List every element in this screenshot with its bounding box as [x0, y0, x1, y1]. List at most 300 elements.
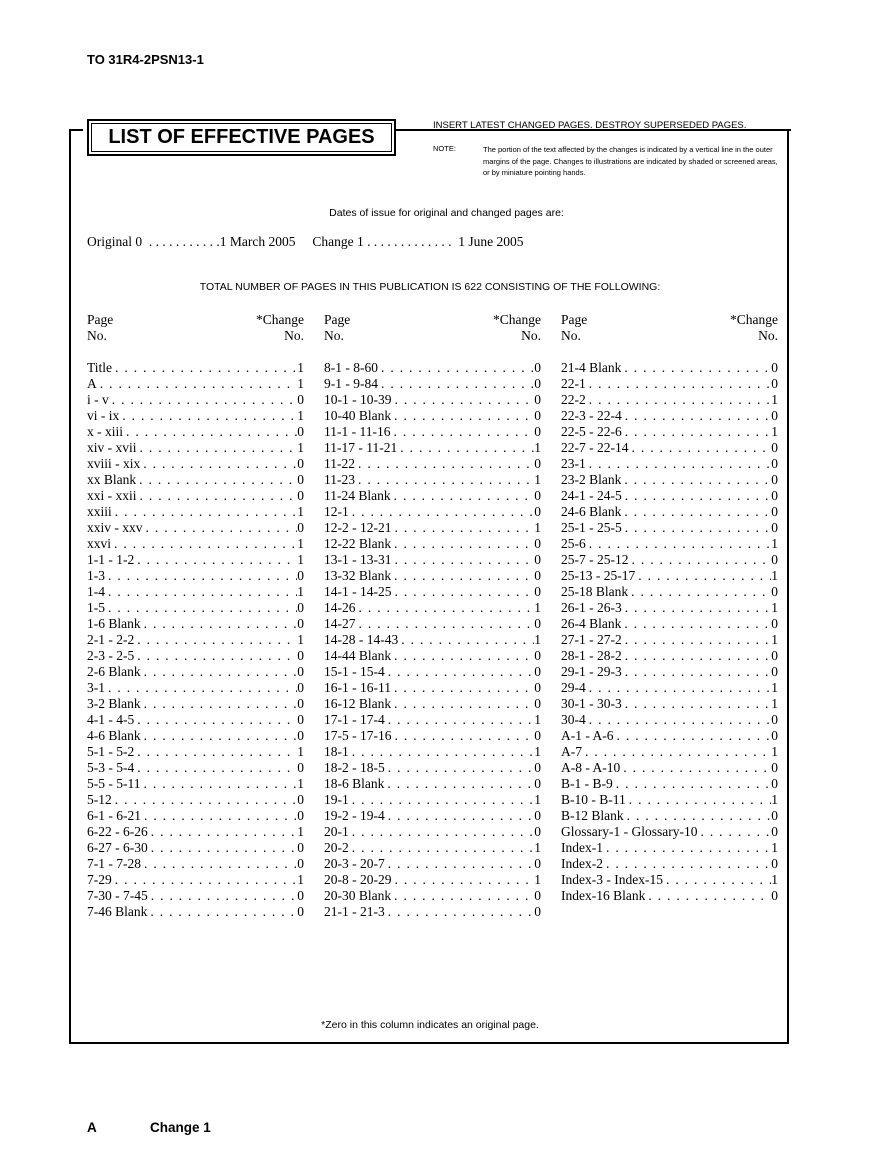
total-pages-statement: TOTAL NUMBER OF PAGES IN THIS PUBLICATION IS 622 CONSISTING OF THE FOLLOWING: — [199, 281, 661, 293]
change-number: 1 — [534, 840, 541, 855]
dot-leader — [359, 616, 535, 632]
dot-leader — [394, 888, 534, 904]
list-item — [561, 568, 778, 584]
change-number: 0 — [534, 424, 541, 439]
page-number: 11-22 — [324, 456, 355, 471]
frame-top-rule-left — [69, 129, 83, 131]
list-item — [324, 568, 541, 584]
change-number: 0 — [297, 904, 304, 919]
footer-change-number: Change 1 — [150, 1120, 211, 1135]
list-item — [324, 824, 541, 840]
dot-leader — [589, 392, 772, 408]
list-item — [87, 472, 304, 488]
change-number: 0 — [534, 536, 541, 551]
page-no-header: Page — [324, 312, 351, 327]
dot-leader — [140, 440, 298, 456]
change-number: 0 — [534, 760, 541, 775]
change-number: 0 — [534, 728, 541, 743]
change-number: 0 — [534, 648, 541, 663]
page-number: 4-1 - 4-5 — [87, 712, 135, 727]
page-number: 1-5 — [87, 600, 105, 615]
list-item — [561, 536, 778, 552]
list-item — [324, 584, 541, 600]
page-number: 18-1 — [324, 744, 349, 759]
dot-leader — [352, 840, 535, 856]
change-number: 0 — [771, 472, 778, 487]
list-item — [561, 840, 778, 856]
dot-leader — [631, 584, 771, 600]
dot-leader — [359, 600, 535, 616]
list-item — [561, 680, 778, 696]
page-number: 4-6 Blank — [87, 728, 141, 743]
page-number: 22-3 - 22-4 — [561, 408, 622, 423]
change-number: 0 — [297, 808, 304, 823]
list-item — [561, 600, 778, 616]
change-number: 0 — [297, 680, 304, 695]
change-number: 0 — [771, 616, 778, 631]
list-item — [561, 488, 778, 504]
change-number: 1 — [771, 600, 778, 615]
page-no-header-line2: No. — [87, 328, 107, 343]
page-number: 24-6 Blank — [561, 504, 622, 519]
list-item — [87, 776, 304, 792]
list-item — [87, 392, 304, 408]
change-number: 0 — [534, 904, 541, 919]
dot-leader — [146, 520, 298, 536]
list-item — [561, 584, 778, 600]
dot-leader — [137, 712, 297, 728]
dot-leader — [606, 840, 771, 856]
page-number: xxiv - xxv — [87, 520, 143, 535]
change-number: 0 — [771, 360, 778, 375]
list-item — [324, 744, 541, 760]
list-item — [324, 664, 541, 680]
change-number: 1 — [297, 872, 304, 887]
list-item — [324, 376, 541, 392]
page-number: 7-29 — [87, 872, 112, 887]
change-number: 1 — [297, 408, 304, 423]
page-number: 25-13 - 25-17 — [561, 568, 636, 583]
change-number: 1 — [534, 744, 541, 759]
change-number: 0 — [771, 760, 778, 775]
list-item — [324, 888, 541, 904]
dot-leader — [387, 776, 534, 792]
change-number: 0 — [771, 520, 778, 535]
dot-leader — [589, 456, 772, 472]
list-item — [87, 488, 304, 504]
dot-leader — [388, 760, 535, 776]
list-item — [324, 456, 541, 472]
dot-leader — [381, 376, 534, 392]
list-item — [87, 744, 304, 760]
list-item — [87, 712, 304, 728]
dot-leader — [352, 504, 535, 520]
page-number: 6-22 - 6-26 — [87, 824, 148, 839]
list-item — [87, 856, 304, 872]
change-number: 0 — [297, 456, 304, 471]
page-number: 3-2 Blank — [87, 696, 141, 711]
list-item — [87, 456, 304, 472]
list-item — [561, 632, 778, 648]
page-number: 12-1 — [324, 504, 349, 519]
page-list — [561, 360, 778, 904]
change-number: 0 — [534, 408, 541, 423]
dot-leader — [388, 664, 535, 680]
dot-leader — [352, 792, 535, 808]
list-item — [87, 728, 304, 744]
list-item — [324, 872, 541, 888]
change-number: 0 — [771, 808, 778, 823]
page-number: 6-27 - 6-30 — [87, 840, 148, 855]
dot-leader — [394, 408, 534, 424]
change-number: 0 — [297, 696, 304, 711]
pages-column-2 — [324, 312, 541, 920]
page-number: 18-2 - 18-5 — [324, 760, 385, 775]
change-number: 0 — [297, 472, 304, 487]
footnote: *Zero in this column indicates an original page. — [321, 1019, 539, 1031]
list-item — [324, 360, 541, 376]
list-item — [561, 856, 778, 872]
dot-leader — [352, 824, 535, 840]
change-number: 0 — [771, 488, 778, 503]
dot-leader — [625, 520, 772, 536]
page-number: 22-7 - 22-14 — [561, 440, 629, 455]
dot-leader — [394, 488, 535, 504]
list-item — [87, 376, 304, 392]
page-number: 1-3 — [87, 568, 105, 583]
list-item — [561, 760, 778, 776]
list-item — [561, 728, 778, 744]
page-no-header: Page — [561, 312, 588, 327]
dot-leader — [589, 536, 772, 552]
page-number: 11-23 — [324, 472, 355, 487]
change-number: 1 — [771, 632, 778, 647]
page-number: 18-6 Blank — [324, 776, 385, 791]
list-item — [87, 520, 304, 536]
change-number: 0 — [297, 648, 304, 663]
dot-leader — [625, 488, 772, 504]
list-item — [561, 616, 778, 632]
list-item — [561, 424, 778, 440]
page-number: 1-4 — [87, 584, 105, 599]
page-number: B-12 Blank — [561, 808, 624, 823]
change-number: 0 — [297, 856, 304, 871]
list-item — [87, 552, 304, 568]
page-number: 10-1 - 10-39 — [324, 392, 392, 407]
dot-leader — [139, 472, 297, 488]
dot-leader — [623, 760, 771, 776]
change-number: 1 — [534, 792, 541, 807]
dot-leader — [137, 648, 297, 664]
page-number: 16-12 Blank — [324, 696, 392, 711]
change-number: 0 — [771, 552, 778, 567]
list-item — [87, 536, 304, 552]
list-item — [561, 376, 778, 392]
list-item — [561, 392, 778, 408]
dot-leader — [624, 472, 771, 488]
dot-leader — [394, 568, 534, 584]
dot-leader — [625, 648, 772, 664]
list-item — [324, 808, 541, 824]
change-number: 0 — [534, 456, 541, 471]
change-no-header: *Change — [256, 312, 304, 327]
change-number: 0 — [297, 792, 304, 807]
change-number: 0 — [771, 664, 778, 679]
page-number: 7-1 - 7-28 — [87, 856, 141, 871]
dot-leader — [606, 856, 771, 872]
dot-leader — [115, 872, 298, 888]
change-number: 0 — [534, 504, 541, 519]
change-number: 0 — [534, 680, 541, 695]
dot-leader — [115, 504, 297, 520]
page-number: A-8 - A-10 — [561, 760, 621, 775]
page-number: 11-17 - 11-21 — [324, 440, 398, 455]
page-number: xxi - xxii — [87, 488, 137, 503]
change-number: 0 — [534, 616, 541, 631]
list-item — [87, 600, 304, 616]
page-number: 16-1 - 16-11 — [324, 680, 391, 695]
list-item — [87, 360, 304, 376]
list-item — [87, 760, 304, 776]
dot-leader — [625, 600, 772, 616]
list-item — [561, 648, 778, 664]
change-number: 0 — [297, 392, 304, 407]
dot-leader — [589, 680, 772, 696]
dot-leader — [112, 392, 298, 408]
change-number: 1 — [771, 696, 778, 711]
page-title: LIST OF EFFECTIVE PAGES — [108, 126, 375, 148]
change-number: 0 — [534, 584, 541, 599]
change-number: 1 — [771, 680, 778, 695]
dot-leader — [137, 552, 297, 568]
page-number: 19-1 — [324, 792, 349, 807]
page-number: 28-1 - 28-2 — [561, 648, 622, 663]
page-list — [324, 360, 541, 920]
dot-leader — [100, 376, 298, 392]
list-item — [324, 616, 541, 632]
list-item — [561, 664, 778, 680]
dot-leader — [140, 488, 298, 504]
list-item — [561, 712, 778, 728]
list-item — [324, 440, 541, 456]
change-number: 0 — [771, 888, 778, 903]
dot-leader — [108, 584, 297, 600]
change-number: 0 — [771, 856, 778, 871]
dot-leader — [137, 632, 297, 648]
page-number: 26-1 - 26-3 — [561, 600, 622, 615]
dot-leader — [632, 440, 772, 456]
change-number: 0 — [534, 696, 541, 711]
dot-leader — [352, 744, 535, 760]
dot-leader — [624, 616, 771, 632]
dot-leader — [625, 408, 772, 424]
list-item — [87, 872, 304, 888]
list-item — [561, 408, 778, 424]
change-number: 0 — [771, 728, 778, 743]
change-number: 1 — [297, 440, 304, 455]
change-number: 1 — [771, 536, 778, 551]
change-number: 0 — [297, 728, 304, 743]
list-item — [561, 552, 778, 568]
dot-leader — [616, 776, 772, 792]
page-number: 21-4 Blank — [561, 360, 622, 375]
list-item — [324, 392, 541, 408]
list-item — [87, 808, 304, 824]
page-number: 21-1 - 21-3 — [324, 904, 385, 919]
list-item — [324, 536, 541, 552]
page-number: 24-1 - 24-5 — [561, 488, 622, 503]
pages-column-3 — [561, 312, 778, 904]
list-item — [324, 760, 541, 776]
dot-leader — [151, 888, 298, 904]
dot-leader — [144, 728, 298, 744]
page-number: 9-1 - 9-84 — [324, 376, 378, 391]
dot-leader — [108, 680, 297, 696]
dot-leader — [115, 360, 297, 376]
page-number: 25-1 - 25-5 — [561, 520, 622, 535]
column-header — [87, 312, 304, 346]
page-number: 22-1 — [561, 376, 586, 391]
page-number: i - v — [87, 392, 109, 407]
dot-leader — [137, 744, 297, 760]
change-number: 0 — [534, 856, 541, 871]
list-item — [87, 840, 304, 856]
page-number: 11-24 Blank — [324, 488, 391, 503]
dot-leader — [627, 808, 772, 824]
change-number: 0 — [534, 664, 541, 679]
dot-leader — [358, 472, 534, 488]
change-number: 1 — [534, 440, 541, 455]
list-item — [87, 504, 304, 520]
change-number: 1 — [534, 632, 541, 647]
list-item — [87, 408, 304, 424]
page-number: 17-1 - 17-4 — [324, 712, 385, 727]
page-number: 14-44 Blank — [324, 648, 392, 663]
change-number: 0 — [297, 424, 304, 439]
dot-leader — [394, 536, 534, 552]
change-number: 0 — [297, 616, 304, 631]
dot-leader — [589, 712, 772, 728]
dot-leader — [400, 440, 534, 456]
page-number: 7-46 Blank — [87, 904, 148, 919]
dot-leader — [625, 664, 772, 680]
dot-leader — [625, 632, 772, 648]
dot-leader — [648, 888, 771, 904]
dot-leader — [624, 360, 771, 376]
dot-leader — [144, 664, 298, 680]
page-number: 14-27 — [324, 616, 356, 631]
change-number: 0 — [771, 504, 778, 519]
change-number: 0 — [534, 888, 541, 903]
page-number: 3-1 — [87, 680, 105, 695]
list-item — [561, 360, 778, 376]
page-number: 29-4 — [561, 680, 586, 695]
list-item — [324, 856, 541, 872]
footer-page-number: A — [87, 1120, 97, 1135]
change-number: 0 — [771, 776, 778, 791]
change-number: 1 — [297, 536, 304, 551]
page-number: 14-28 - 14-43 — [324, 632, 399, 647]
change-number: 0 — [297, 664, 304, 679]
change-number: 0 — [297, 760, 304, 775]
column-header — [561, 312, 778, 346]
change-number: 0 — [297, 888, 304, 903]
dot-leader — [144, 808, 297, 824]
page-number: 22-5 - 22-6 — [561, 424, 622, 439]
list-item — [561, 504, 778, 520]
change-number: 0 — [771, 712, 778, 727]
change-number: 0 — [297, 568, 304, 583]
dot-leader — [617, 728, 772, 744]
change-number: 0 — [534, 488, 541, 503]
list-item — [561, 456, 778, 472]
change-number: 0 — [534, 552, 541, 567]
page-number: Index-2 — [561, 856, 603, 871]
dot-leader — [358, 456, 534, 472]
change-number: 1 — [297, 584, 304, 599]
change-number: 1 — [771, 840, 778, 855]
dot-leader — [395, 584, 535, 600]
dot-leader — [122, 408, 297, 424]
page-number: Title — [87, 360, 113, 375]
page-number: 14-26 — [324, 600, 356, 615]
list-item — [561, 888, 778, 904]
list-item — [87, 616, 304, 632]
page-no-header-line2: No. — [561, 328, 581, 343]
dot-leader — [395, 520, 535, 536]
page-number: 20-8 - 20-29 — [324, 872, 392, 887]
dot-leader — [388, 712, 535, 728]
list-item — [324, 712, 541, 728]
page-number: Index-3 - Index-15 — [561, 872, 663, 887]
dot-leader — [700, 824, 771, 840]
dot-leader — [624, 504, 771, 520]
dot-leader — [625, 424, 772, 440]
change-number: 0 — [297, 600, 304, 615]
list-item — [87, 440, 304, 456]
change-number: 1 — [771, 392, 778, 407]
dot-leader — [115, 792, 298, 808]
dot-leader — [381, 360, 534, 376]
change-number: 1 — [771, 568, 778, 583]
page-number: 11-1 - 11-16 — [324, 424, 391, 439]
page-number: 2-3 - 2-5 — [87, 648, 135, 663]
page-number: 30-4 — [561, 712, 586, 727]
change-number: 0 — [771, 440, 778, 455]
change-number: 1 — [297, 504, 304, 519]
dates-caption: Dates of issue for original and changed pages are: — [329, 207, 564, 219]
dot-leader — [388, 904, 535, 920]
page-number: 29-1 - 29-3 — [561, 664, 622, 679]
column-header — [324, 312, 541, 346]
list-item — [87, 792, 304, 808]
list-item — [324, 472, 541, 488]
note-text: The portion of the text affected by the changes is indicated by a vertical line in the outer margins of the page. Changes to illustrations are indicated by shaded or screened areas, or by miniature pointing hands. — [483, 145, 778, 177]
dot-leader — [108, 568, 297, 584]
list-item — [324, 776, 541, 792]
page-number: 12-2 - 12-21 — [324, 520, 392, 535]
change-number: 0 — [297, 488, 304, 503]
change-number: 1 — [534, 520, 541, 535]
list-item — [324, 504, 541, 520]
page-number: 30-1 - 30-3 — [561, 696, 622, 711]
page-number: 19-2 - 19-4 — [324, 808, 385, 823]
page-number: 15-1 - 15-4 — [324, 664, 385, 679]
dot-leader — [114, 536, 297, 552]
list-item — [561, 520, 778, 536]
dot-leader — [666, 872, 771, 888]
list-item — [324, 680, 541, 696]
